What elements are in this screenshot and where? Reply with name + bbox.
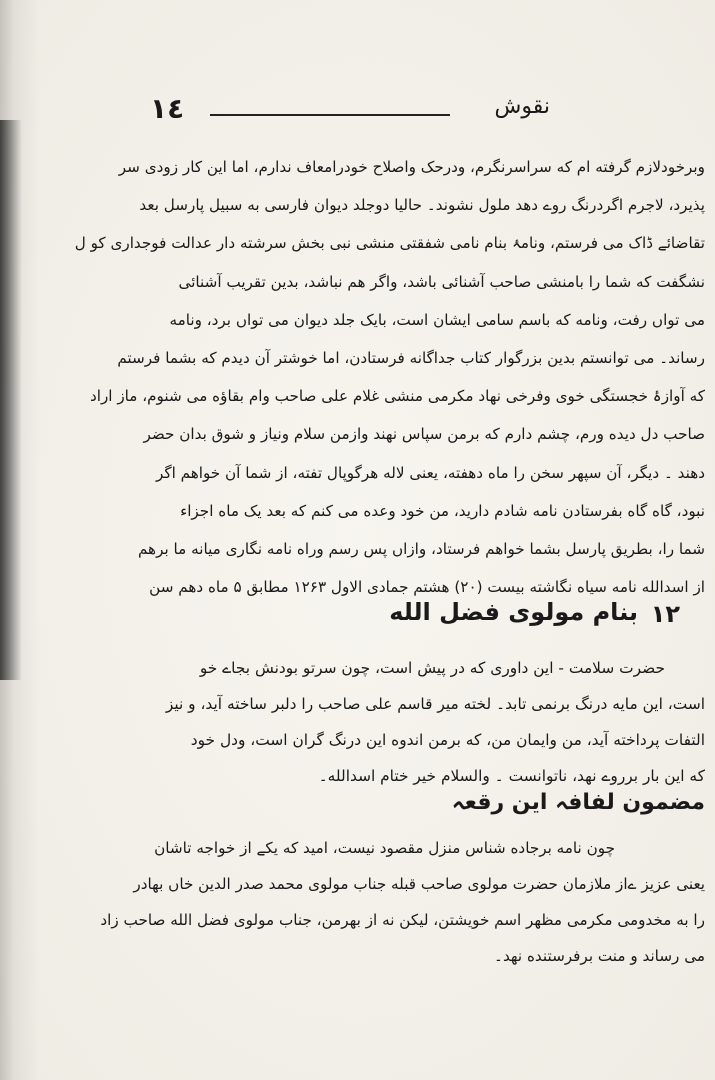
text-line: صاحب دل دیده ورم، چشم دارم که برمن سپاس نهند وازمن سلام ونیاز و شوق بدان حضر xyxy=(143,425,705,444)
text-line: چون نامه برجاده شناس منزل مقصود نیست، امید که یکے از خواجه تاشان xyxy=(154,839,615,857)
letter-title: بنام مولوی فضل الله xyxy=(389,598,638,626)
page-header xyxy=(150,92,550,132)
text-line: است، این مایه درنگ برنمی تابد۔ لخته میر قاسم علی صاحب را دلبر ساخته آید، و نیز xyxy=(165,695,705,713)
text-line: یعنی عزیز ےاز ملازمان حضرت مولوی صاحب قبله جناب مولوی محمد صدر الدین خاں بهادر xyxy=(133,875,705,893)
text-line: دهند ۔ دیگر، آن سپهر سخن را ماه دهفته، یعنی لاله هرگوپال تفته، از شما آن خواهم اگر xyxy=(155,463,705,482)
text-line: می رساند و منت برفرستنده نهد۔ xyxy=(494,947,705,965)
text-line: که آوازۂ خجستگی خوی وفرخی نهاد مکرمی منشی غلام علی صاحب وام بقاؤه می شنوم، ماز اراد xyxy=(89,387,705,406)
enclosure-body xyxy=(15,830,705,974)
running-title: نقوش xyxy=(494,94,550,119)
text-line: شما را، بطریق پارسل بشما خواهم فرستاد، وازاں پس رسم وراه نامه نگاری میانه ما برهم xyxy=(137,539,705,558)
text-line: تقاضائے ڈاک می فرستم، ونامۂ بنام نامی شفقتی منشی نبی بخش سرشته دار عدالت فوجداری کو ل xyxy=(74,234,705,253)
letter-body xyxy=(15,148,705,606)
text-line: پذیرد، لاجرم اگردرنگ روے دهد ملول نشوند۔ حالیا دوجلد دیوان فارسی به سبیل پارسل بعد xyxy=(139,196,705,215)
text-line: نبود، گاه گاه بفرستادن نامه شادم دارید، من خود وعده می کنم که بعد یک ماه اجزاء xyxy=(180,501,705,520)
text-line: رساند۔ می توانستم بدین بزرگوار کتاب جداگانه فرستادن، اما خوشتر آن دیدم که بشما فرستم xyxy=(117,348,705,367)
enclosure-heading: مضمون لفافہ این رقعہ xyxy=(451,790,705,815)
letter-heading xyxy=(40,598,680,638)
header-rule xyxy=(210,114,450,116)
letter-body-2 xyxy=(65,650,705,794)
text-line: از اسدالله نامه سیاه نگاشته بیست (۲۰) هشتم جمادی الاول ۱۲۶۳ مطابق ۵ ماه دهم سن xyxy=(149,578,705,597)
page-number: ١٤ xyxy=(150,92,185,125)
text-line: وبرخودلازم گرفته ام که سراسرنگرم، ودرحک واصلاح خودرامعاف ندارم، اما این کار زودی سر xyxy=(118,158,705,176)
text-line: حضرت سلامت - این داوری که در پیش است، چون سرتو بودنش بجاے خو xyxy=(199,659,665,677)
letter-number: ١٢ xyxy=(650,600,680,628)
text-line: که این بار برروے نهد، ناتوانست ۔ والسلام خیر ختام اسدالله۔ xyxy=(318,767,705,785)
text-line: نشگفت که شما را بامنشی صاحب آشنائی باشد، واگر هم نباشد، بدین تقریب آشنائی xyxy=(178,272,705,291)
text-line: التفات پرداخته آید، من وایمان من، که برمن اندوه این درنگ گران است، ودل خود xyxy=(190,731,705,749)
text-line: می تواں رفت، ونامه که باسم سامی ایشان است، بایک جلد دیوان می تواں برد، ونامه xyxy=(169,310,705,329)
text-line: را به مخدومی مکرمی مظهر اسم خویشتن، لیکن نه از بهرمن، جناب مولوی فضل الله صاحب زاد xyxy=(100,911,705,929)
